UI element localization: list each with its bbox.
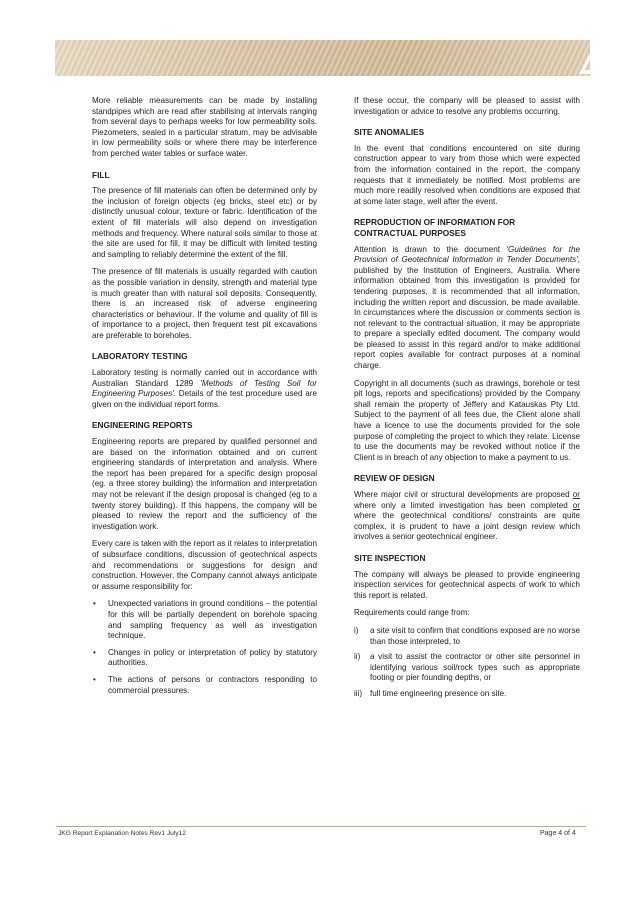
reproduction-heading-line-2: CONTRACTUAL PURPOSES: [354, 227, 466, 238]
site-inspection-paragraph-2: Requirements could range from:: [354, 608, 470, 618]
list-item: [354, 626, 580, 647]
list-marker: ii): [354, 652, 361, 662]
site-anomalies-paragraph: In the event that conditions encountered on site during construction appear to vary from those which were expected from the information contained in the report, the company requests that it immediately be notified. Most problems are much more readily resolved when conditions are exposed that at some later stage, well after the event.: [354, 143, 580, 206]
repro-text-a: Attention is drawn to the document: [354, 244, 507, 254]
reproduction-heading: [354, 217, 580, 238]
fill-heading: FILL: [92, 169, 110, 180]
list-item: • The actions of persons or contractors responding to commercial pressures.: [92, 675, 317, 696]
site-inspection-paragraph-1: The company will always be pleased to provide engineering inspection services for geotechnical aspects of work to which this report is related.: [354, 569, 580, 600]
left-column: [92, 96, 317, 702]
copyright-paragraph: Copyright in all documents (such as drawings, borehole or test pit logs, reports and specifications) provided by the Company shall remain the property of Jeffery and Katauskas Pty Ltd. Subject to the payment of all fees due, the Client alone shall have a licence to use the documents provided for the sole purpose of completing the project to which they relate. License to use the documents may be revoked without notice if the Client is in breach of any objection to make a payment to us.: [354, 378, 580, 462]
list-text: a site visit to confirm that conditions exposed are no worse than those interpreted, to: [370, 625, 580, 646]
review-of-design-heading: REVIEW OF DESIGN: [354, 473, 435, 484]
list-item: • Unexpected variations in ground conditions – the potential for this will be partially dependent on borehole spacing and sampling frequency as well as investigation technique.: [92, 599, 317, 641]
laboratory-testing-heading: LABORATORY TESTING: [92, 351, 188, 362]
footer-document-id: JKG Report Explanation Notes Rev1 July12: [58, 830, 186, 837]
lab-text-b: . Details of the test procedure used are given on the individual report forms.: [92, 389, 317, 409]
guidelines-title: 'Guidelines for the Provision of Geotechnical Information in Tender Documents': [354, 244, 580, 265]
repro-text-b: , published by the Institution of Engineers, Australia. Where information obtained from this investigation is provided for tendering purposes, it is recommended that all information, including the written report and discussion, be made available. In circumstances where the discussion or comments section is not relevant to the contractual situation, it may be appropriate to prepare a specially edited document. The company would be pleased to assist in this regard and/or to make additional report copies available for contract purposes at a nominal charge.: [354, 255, 580, 371]
reproduction-heading-line-1: REPRODUCTION OF INFORMATION FOR: [354, 217, 516, 228]
list-marker: i): [354, 625, 359, 635]
list-item: [354, 652, 580, 684]
responsibility-list: [92, 599, 317, 696]
list-text: a visit to assist the contractor or other site personnel in identifying various soil/rock types such as appropriate footing or pier founding depths, or: [370, 652, 580, 683]
laboratory-testing-paragraph: [92, 368, 317, 410]
reproduction-paragraph-1: [354, 245, 580, 372]
review-text-a: Where major civil or structural developments are proposed: [354, 490, 573, 499]
lab-text-a: Laboratory testing is normally carried out in accordance with Australian Standard 1289: [92, 368, 317, 388]
right-column: [354, 96, 580, 705]
review-text-b: where only a limited investigation has been completed: [354, 500, 573, 510]
engineering-reports-paragraph-2: Every care is taken with the report as it relates to interpretation of subsurface conditions, discussion of geotechnical aspects and recommendations or suggestions for design and construction. However, the Company cannot always anticipate or assume responsibility for:: [92, 539, 317, 591]
site-anomalies-heading: SITE ANOMALIES: [354, 127, 425, 138]
list-marker: iii): [354, 688, 363, 698]
requirements-list: [354, 626, 580, 700]
footer-rule: [56, 826, 586, 827]
review-or-1: or: [572, 490, 580, 499]
review-of-design-paragraph: [354, 490, 580, 543]
fill-paragraph-1: The presence of fill materials can often be determined only by the inclusion of foreign objects (eg bricks, steel etc) or by distinctly unusual colour, texture or fabric. Identification of the extent of fill materials will also depend on investigation methods and frequency. Where natural soils similar to those at the site are used for fill, it may be difficult with limited testing and sampling to reliably determine the extent of the fill.: [92, 186, 317, 259]
footer-page-number: Page 4 of 4: [540, 830, 576, 837]
site-inspection-heading: SITE INSPECTION: [354, 552, 426, 563]
review-or-2: or: [572, 500, 580, 510]
fill-paragraph-2: The presence of fill materials is usually regarded with caution as the possible variation in density, strength and material type is much greater than with natural soil deposits. Consequently, there is an increased risk of adverse engineering characteristics or behaviour. If the volume and quality of fill is of importance to a project, then frequent test pit excavations are preferable to boreholes.: [92, 267, 317, 340]
engineering-reports-heading: ENGINEERING REPORTS: [92, 420, 193, 431]
list-item: [354, 689, 580, 700]
header-banner: [55, 40, 590, 76]
list-text: full time engineering presence on site.: [370, 688, 507, 698]
engineering-reports-paragraph-1: Engineering reports are prepared by qualified personnel and are based on the information obtained and on current engineering standards of interpretation and analysis. Where the report has been prepared for a specific design proposal (eg. a three storey building) the information and interpretation may not be relevant if the design proposal is changed (eg to a twenty storey building). If this happens, the company will be pleased to review the report and the sufficiency of the investigation work.: [92, 437, 317, 531]
assist-paragraph: If these occur, the company will be pleased to assist with investigation or advice to resolve any problems occurring.: [354, 96, 580, 116]
review-text-c: where the geotechnical conditions/ constraints are quite complex, it is prudent to have a joint design review which involves a senior geotechnical engineer.: [354, 511, 580, 542]
jk-logo-icon: [575, 50, 615, 76]
groundwater-paragraph: More reliable measurements can be made by installing standpipes which are read after stabilising at intervals ranging from several days to perhaps weeks for low permeability soils. Piezometers, sealed in a particular stratum, may be advisable in low permeability soils or where there may be interference from perched water tables or surface water.: [92, 96, 317, 158]
lab-standard-title: 'Methods of Testing Soil for Engineering Purposes': [92, 378, 318, 399]
list-item: • Changes in policy or interpretation of policy by statutory authorities.: [92, 648, 317, 669]
